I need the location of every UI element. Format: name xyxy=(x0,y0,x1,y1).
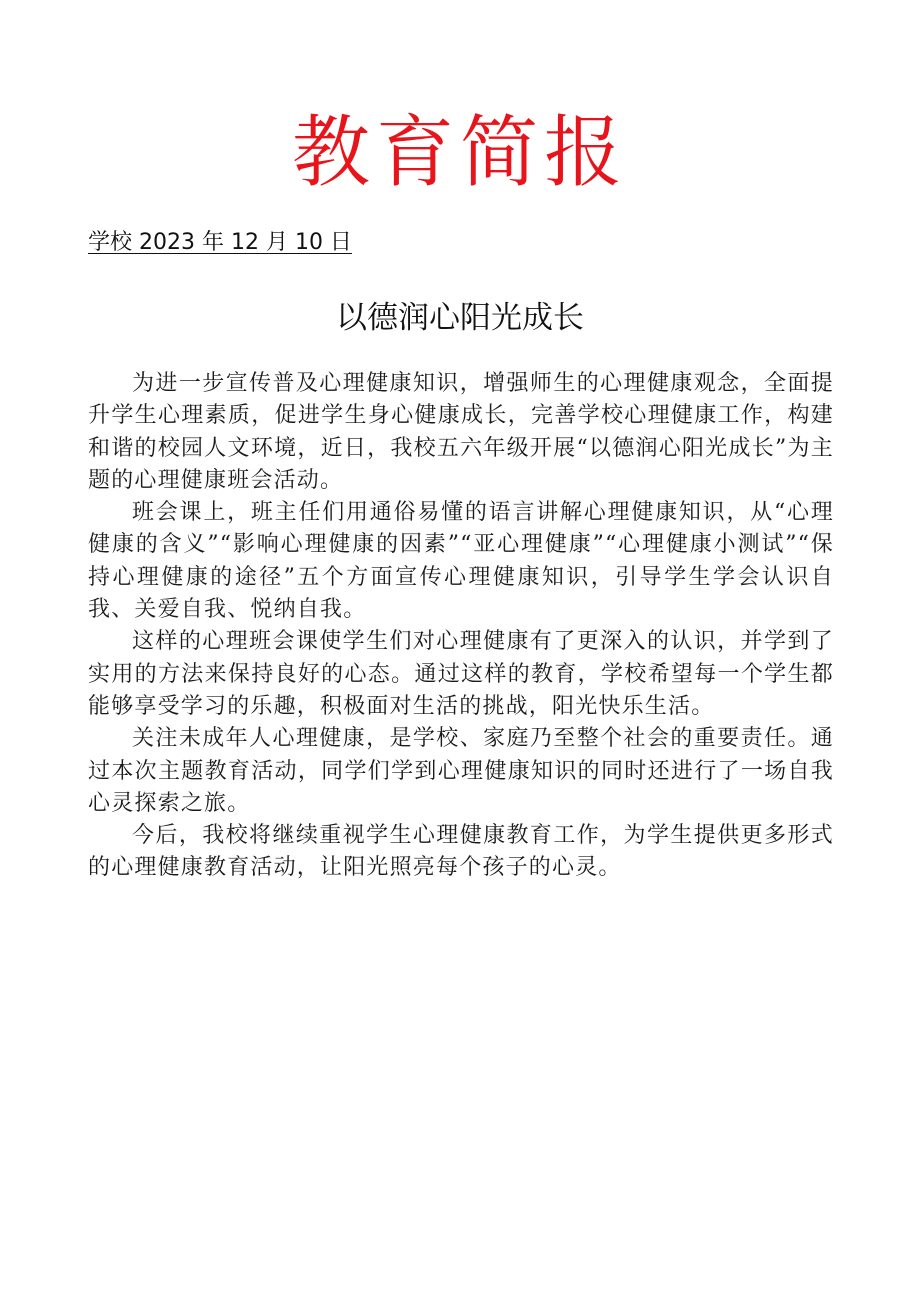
paragraph-1: 为进一步宣传普及心理健康知识，增强师生的心理健康观念，全面提升学生心理素质，促进学生身心健康成长，完善学校心理健康工作，构建和谐的校园人文环境，近日，我校五六年级开展“以德润心阳光成长”为主题的心理健康班会活动。 xyxy=(88,371,834,493)
dateline: 学校 2023 年 12 月 10 日 xyxy=(88,230,352,255)
article-title: 以德润心阳光成长 xyxy=(336,300,584,336)
masthead-title: 教育简报 xyxy=(291,108,628,198)
paragraph-5: 今后，我校将继续重视学生心理健康教育工作，为学生提供更多形式的心理健康教育活动，让阳光照亮每个孩子的心灵。 xyxy=(88,823,834,881)
paragraph-3: 这样的心理班会课使学生们对心理健康有了更深入的认识，并学到了实用的方法来保持良好的心态。通过这样的教育，学校希望每一个学生都能够享受学习的乐趣，积极面对生活的挑战，阳光快乐生活。 xyxy=(88,629,834,719)
article-body xyxy=(88,368,834,885)
paragraph-4: 关注未成年人心理健康，是学校、家庭乃至整个社会的重要责任。通过本次主题教育活动，同学们学到心理健康知识的同时还进行了一场自我心灵探索之旅。 xyxy=(88,726,834,816)
paragraph-2: 班会课上，班主任们用通俗易懂的语言讲解心理健康知识，从“心理健康的含义”“影响心理健康的因素”“亚心理健康”“心理健康小测试”“保持心理健康的途径”五个方面宣传心理健康知识，引导学生学会认识自我、关爱自我、悦纳自我。 xyxy=(88,500,834,623)
